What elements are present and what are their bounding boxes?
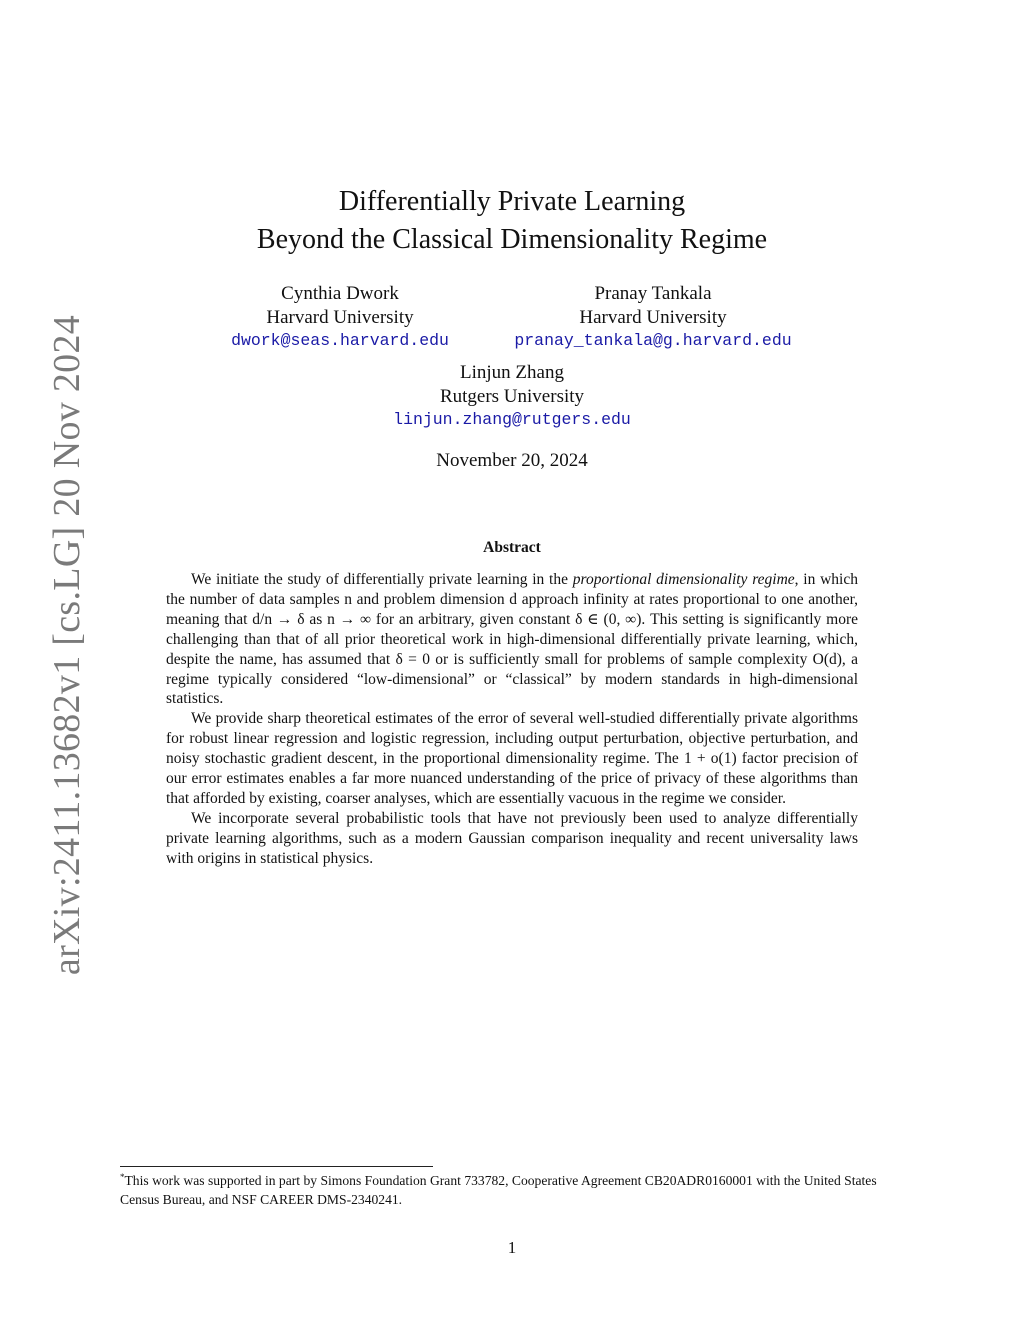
author-name: Pranay Tankala [594,283,712,304]
footnote-text: This work was supported in part by Simons Foundation Grant 733782, Cooperative Agreement CB20ADR0160001 with the United States Census Bureau, and NSF CAREER DMS-2340241. [120,1173,877,1207]
author-name: Cynthia Dwork [281,283,399,304]
author-affiliation: Harvard University [579,306,727,328]
author-block-tankala [503,282,803,353]
footnote [120,1171,906,1209]
abstract-paragraph-1: We initiate the study of differentially private learning in the proportional dimensionality regime, in which the number of data samples n and problem dimension d approach infinity at rates proportional to one another, meaning that d/n → δ as n → ∞ for an arbitrary, given constant δ ∈ (0, ∞). This setting is significantly more challenging than that of all prior theoretical work in high-dimensional differentially private learning, which, despite the name, has assumed that δ = 0 or is sufficiently small for problems of sample complexity O(d), a regime typically considered “low-dimensional” or “classical” by modern standards in high-dimensional statistics. [166,571,858,708]
paper-title-line-2: Beyond the Classical Dimensionality Regime [256,224,768,255]
author-affiliation: Harvard University [266,306,414,328]
publication-date: November 20, 2024 [436,450,588,471]
footnote-marker: * [120,1172,125,1182]
emphasis-term: proportional dimensionality regime [572,571,795,588]
footnote-divider [120,1166,433,1167]
abstract-paragraph-3: We incorporate several probabilistic tools that have not previously been used to analyze differentially private learning algorithms, such as a modern Gaussian comparison inequality and recent universality laws with origins in statistical physics. [166,809,858,867]
arxiv-stamp: arXiv:2411.13682v1 [cs.LG] 20 Nov 2024 [46,314,88,976]
paper-title-line-1: Differentially Private Learning [338,186,686,217]
author-block-zhang [362,361,662,432]
abstract-paragraph-2: We provide sharp theoretical estimates of the error of several well-studied differentially private algorithms for robust linear regression and logistic regression, including output perturbation, objective perturbation, and noisy stochastic gradient descent, in the proportional dimensionality regime. The 1 + o(1) factor precision of our error estimates enables a far more nuanced understanding of the price of privacy of these algorithms than that afforded by existing, coarser analyses, which are essentially vacuous in the regime we consider. [166,710,858,807]
abstract-body [166,570,858,869]
author-block-dwork [190,282,490,353]
author-email-link[interactable]: pranay_tankala@g.harvard.edu [514,331,792,350]
author-email-link[interactable]: dwork@seas.harvard.edu [231,331,449,350]
abstract-heading: Abstract [483,539,541,556]
author-name: Linjun Zhang [460,362,564,383]
author-affiliation: Rutgers University [439,385,585,407]
page-number: 1 [507,1238,517,1257]
author-email-link[interactable]: linjun.zhang@rutgers.edu [393,410,631,429]
